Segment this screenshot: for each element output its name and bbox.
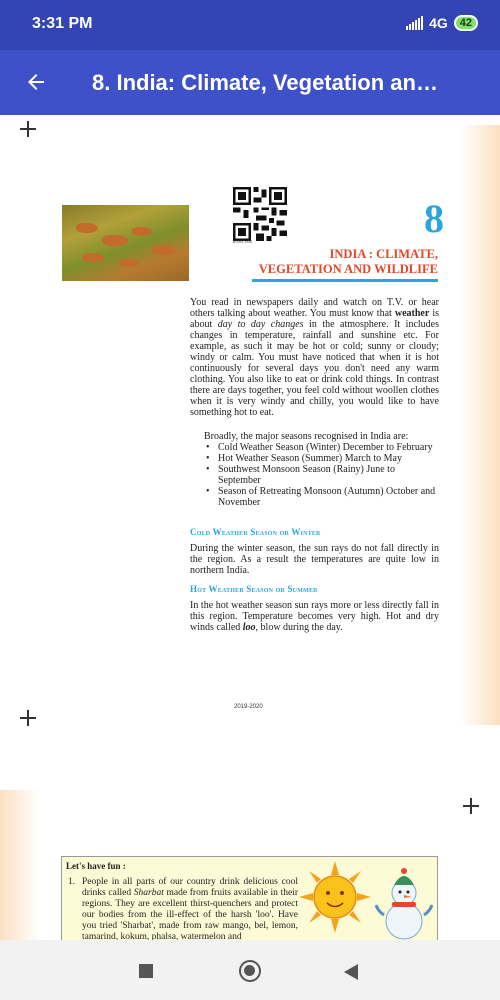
chapter-title-line: INDIA : CLIMATE, [329,247,438,261]
section-body-summer [190,600,439,633]
list-item: • Season of Retreating Monsoon (Autumn) October and November [204,486,439,508]
text-span: is about [190,308,439,330]
qr-code-label: 8055CH08 [233,239,253,244]
text-span: In the hot weather season sun rays more or less directly fall in this region. Temperature becomes very high. Hot and dry winds called [190,600,439,633]
section-heading-summer: Hot Weather Season or Summer [190,584,318,594]
status-time: 3:31 PM [32,15,93,32]
section-body-winter: During the winter season, the sun rays do not fall directly in the region. As a result the temperatures are quite low in northern India. [190,543,439,576]
activity-box [61,856,438,940]
chapter-number: 8 [424,196,444,241]
document-viewer[interactable] [0,115,500,940]
system-back-button[interactable] [344,964,358,980]
sun-illustration-icon [299,861,371,933]
chapter-title-line: VEGETATION AND WILDLIFE [258,262,438,276]
list-item: • Hot Weather Season (Summer) March to May [204,453,439,464]
list-item: • Cold Weather Season (Winter) December to February [204,442,439,453]
chapter-title [240,247,438,277]
text-span: , blow during the day. [255,622,343,633]
activity-item [68,877,298,940]
arrow-back-icon [24,70,48,94]
text-span: You read in newspapers daily and watch on T.V. or hear others talking about weather. You must know that [190,297,439,319]
item-number: 1. [68,877,76,887]
battery-icon: 42 [454,15,478,31]
italic-span: day to day changes [217,319,304,330]
network-type: 4G [429,15,448,31]
home-button[interactable] [239,960,261,982]
recent-apps-button[interactable] [139,964,153,978]
item-text [68,877,298,940]
page-footer-year: 2019-2020 [234,704,263,710]
status-indicators [406,15,478,31]
app-bar [0,50,500,115]
document-title: 8. India: Climate, Vegetation an… [92,70,438,95]
crop-mark [463,798,479,814]
seasons-list [190,431,439,508]
section-heading-winter: Cold Weather Season or Winter [190,527,321,537]
text-span: People in all parts of our country drink delicious cool drinks called [82,877,298,898]
season-bullets [190,442,439,508]
snowman-illustration-icon [374,865,434,940]
seasons-intro: Broadly, the major seasons recognised in India are: [204,431,409,442]
status-bar [0,0,500,50]
text-span: made from fruits available in their regions. They are excellent thirst-quenchers and protect our bodies from the ill-effect of the harsh 'loo'. Have you tried 'Sharbat', made from raw mango, bel, lemon, tamarind, kokum, phalsa, watermelon and [82,888,298,940]
italic-span: loo [242,622,256,633]
intro-paragraph [190,297,439,418]
activity-title: Let's have fun : [66,861,126,871]
deer-photo [62,205,189,281]
bold-span: weather [394,308,430,319]
text-span: in the atmosphere. It includes changes in temperature, rainfall and sunshine etc. For example, as such it may be hot or cold; sunny or cloudy; windy or calm. You must have noticed that when it is hot continuously for several days you don't need any warm clothing. You also like to eat or drink cold things. In contrast there are days together, you feel cold without woollen clothes when it is very windy and chilly, you would like to have something hot to eat. [190,319,439,418]
signal-icon [406,16,423,30]
system-nav-bar [0,940,500,1000]
list-item: • Southwest Monsoon Season (Rainy) June to September [204,464,439,486]
crop-mark [20,121,36,137]
page-edge-right [460,125,500,725]
page-edge-left [0,790,40,940]
back-button[interactable] [18,64,54,100]
italic-span: Sharbat [133,888,164,898]
crop-mark [20,710,36,726]
title-underline [252,279,438,282]
qr-code-icon [233,187,287,241]
